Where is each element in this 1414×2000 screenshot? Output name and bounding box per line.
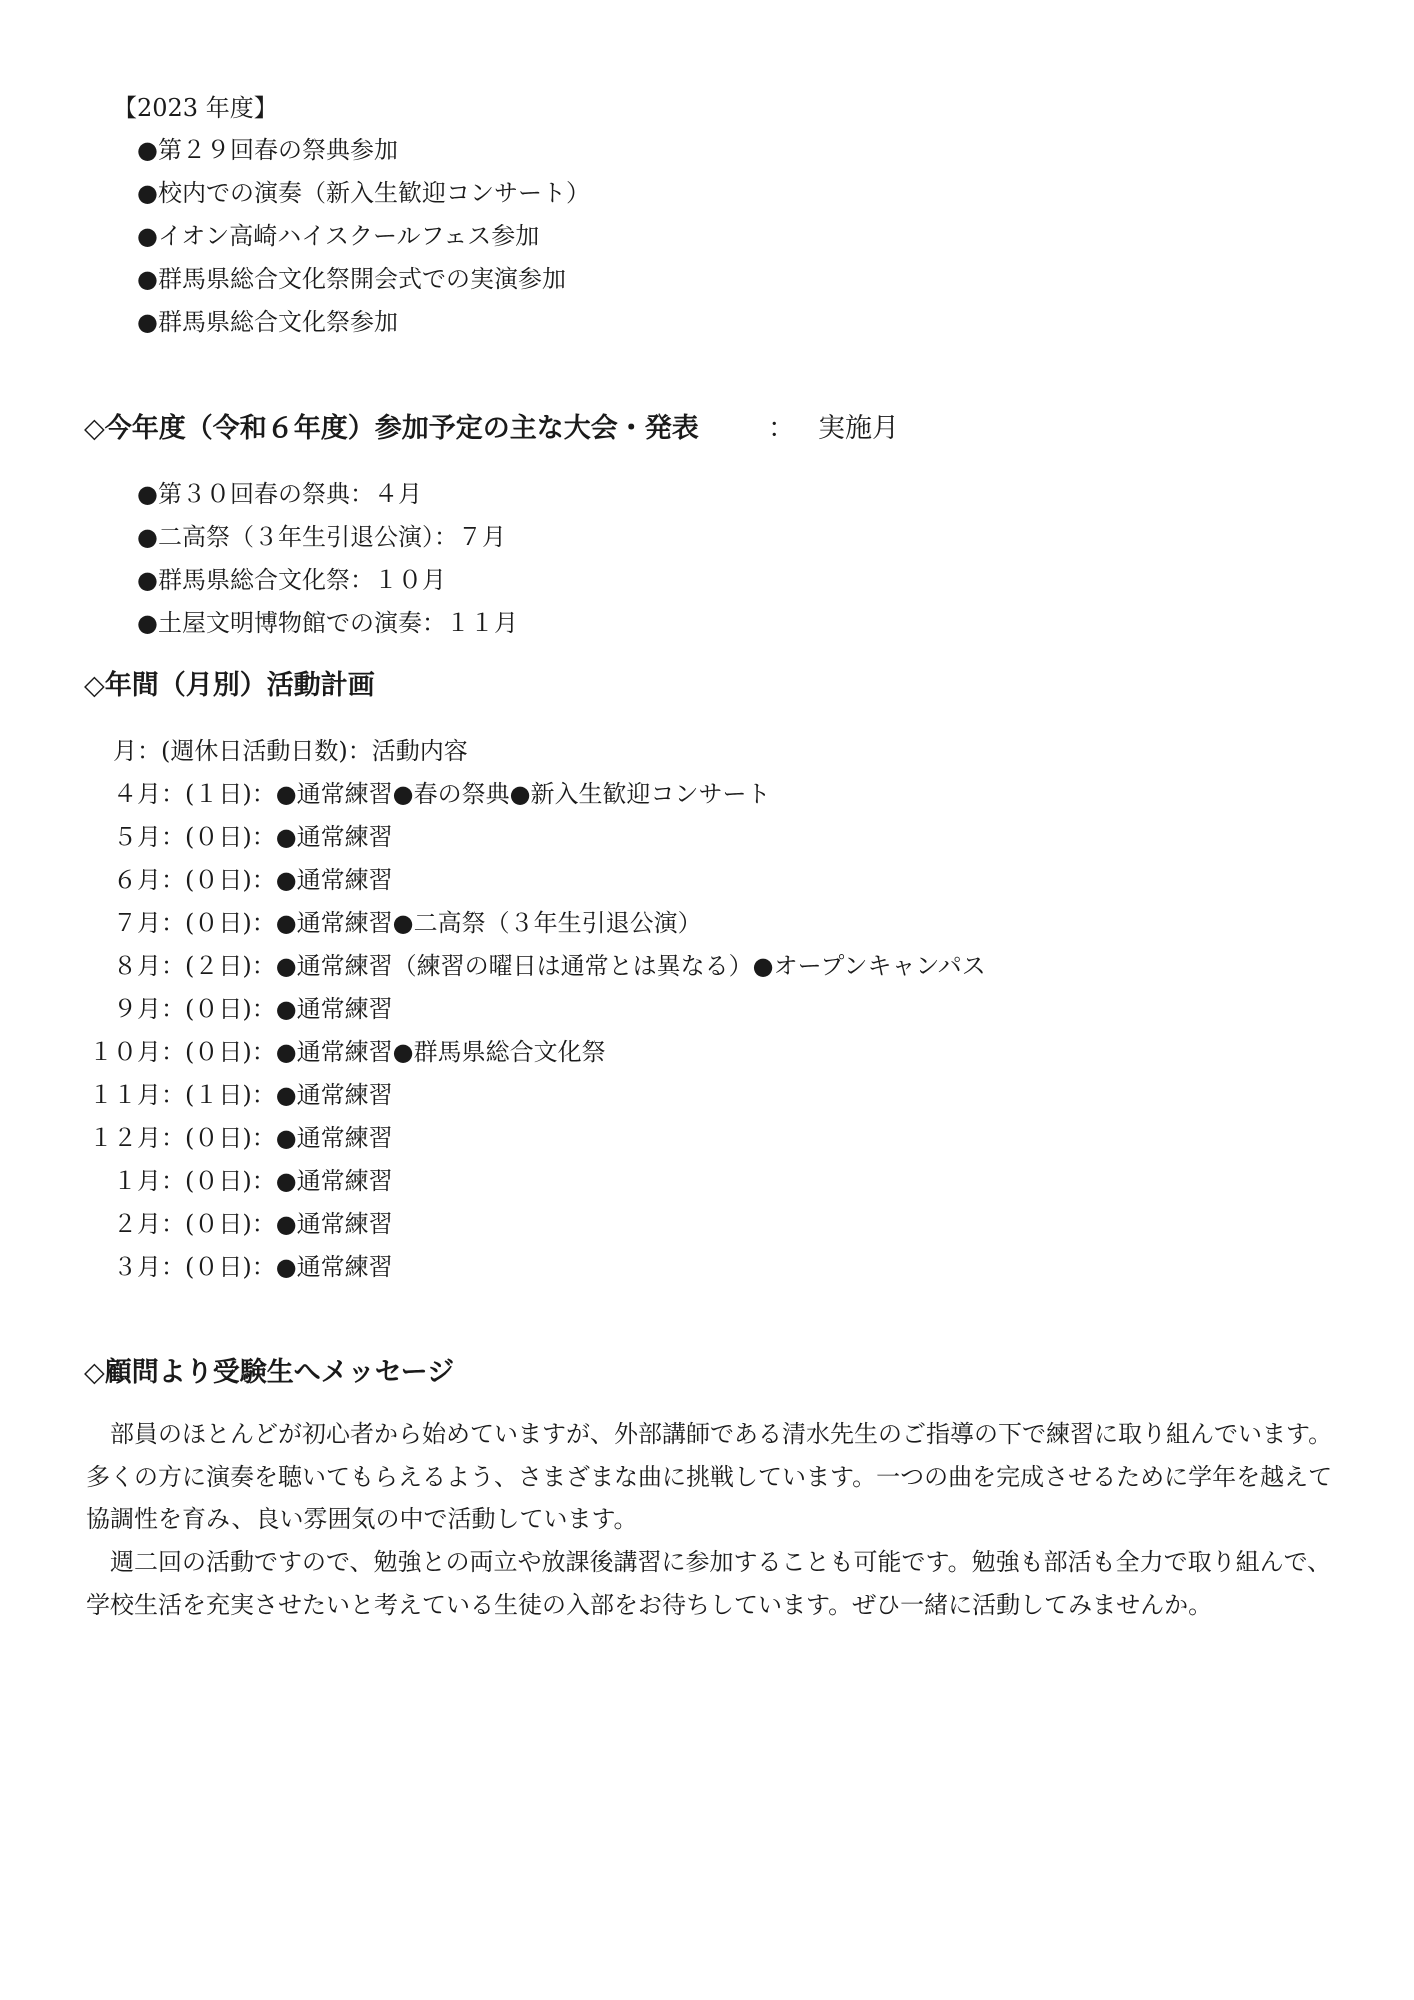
message-paragraph: 週二回の活動ですので、勉強との両立や放課後講習に参加することも可能です。勉強も部活も全力で取り組んで、学校生活を充実させたいと考えている生徒の入部をお待ちしています。ぜひ一緒に活動してみませんか。: [86, 1548, 1332, 1619]
schedule-row: ４月：(１日)：●通常練習●春の祭典●新入生歓迎コンサート: [113, 780, 771, 808]
schedule-row: １２月：(０日)：●通常練習: [89, 1124, 393, 1152]
schedule-row: １０月：(０日)：●通常練習●群馬県総合文化祭: [89, 1038, 606, 1066]
schedule-row: ９月：(０日)：●通常練習: [113, 995, 393, 1023]
message-paragraph: 部員のほとんどが初心者から始めていますが、外部講師である清水先生のご指導の下で練習に取り組んでいます。多くの方に演奏を聴いてもらえるよう、さまざまな曲に挑戦しています。一つの曲を完成させるために学年を越えて協調性を育み、良い雰囲気の中で活動しています。: [86, 1420, 1333, 1533]
list-item: ●土屋文明博物館での演奏：１１月: [137, 609, 518, 637]
list-item: ●第３０回春の祭典：４月: [137, 480, 422, 508]
heading-colon: ：: [768, 413, 795, 444]
schedule-row: ５月：(０日)：●通常練習: [113, 823, 393, 851]
section-heading-message: ◇顧問より受験生へメッセージ: [84, 1357, 455, 1388]
schedule-row: ２月：(０日)：●通常練習: [113, 1210, 393, 1238]
list-item: ●群馬県総合文化祭：１０月: [137, 566, 446, 594]
list-item: ●校内での演奏（新入生歓迎コンサート）: [137, 179, 590, 207]
section-heading-plans: ◇今年度（令和６年度）参加予定の主な大会・発表: [84, 413, 699, 444]
schedule-row: ８月：(２日)：●通常練習（練習の曜日は通常とは異なる）●オープンキャンパス: [113, 952, 986, 980]
list-item: ●イオン高崎ハイスクールフェス参加: [137, 222, 540, 250]
list-item: ●二高祭（３年生引退公演）：７月: [137, 523, 506, 551]
schedule-header-row: 月：(週休日活動日数)：活動内容: [113, 737, 468, 765]
list-item: ●群馬県総合文化祭参加: [137, 308, 398, 336]
schedule-row: ６月：(０日)：●通常練習: [113, 866, 393, 894]
list-item: ●第２９回春の祭典参加: [137, 136, 398, 164]
schedule-row: １１月：(１日)：●通常練習: [89, 1081, 393, 1109]
list-item: ●群馬県総合文化祭開会式での実演参加: [137, 265, 566, 293]
section-heading-schedule: ◇年間（月別）活動計画: [84, 670, 375, 701]
schedule-row: ３月：(０日)：●通常練習: [113, 1253, 393, 1281]
schedule-row: １月：(０日)：●通常練習: [113, 1167, 393, 1195]
heading-month-label: 実施月: [818, 413, 899, 444]
year-label: 【2023 年度】: [113, 94, 278, 122]
schedule-row: ７月：(０日)：●通常練習●二高祭（３年生引退公演）: [113, 909, 702, 937]
